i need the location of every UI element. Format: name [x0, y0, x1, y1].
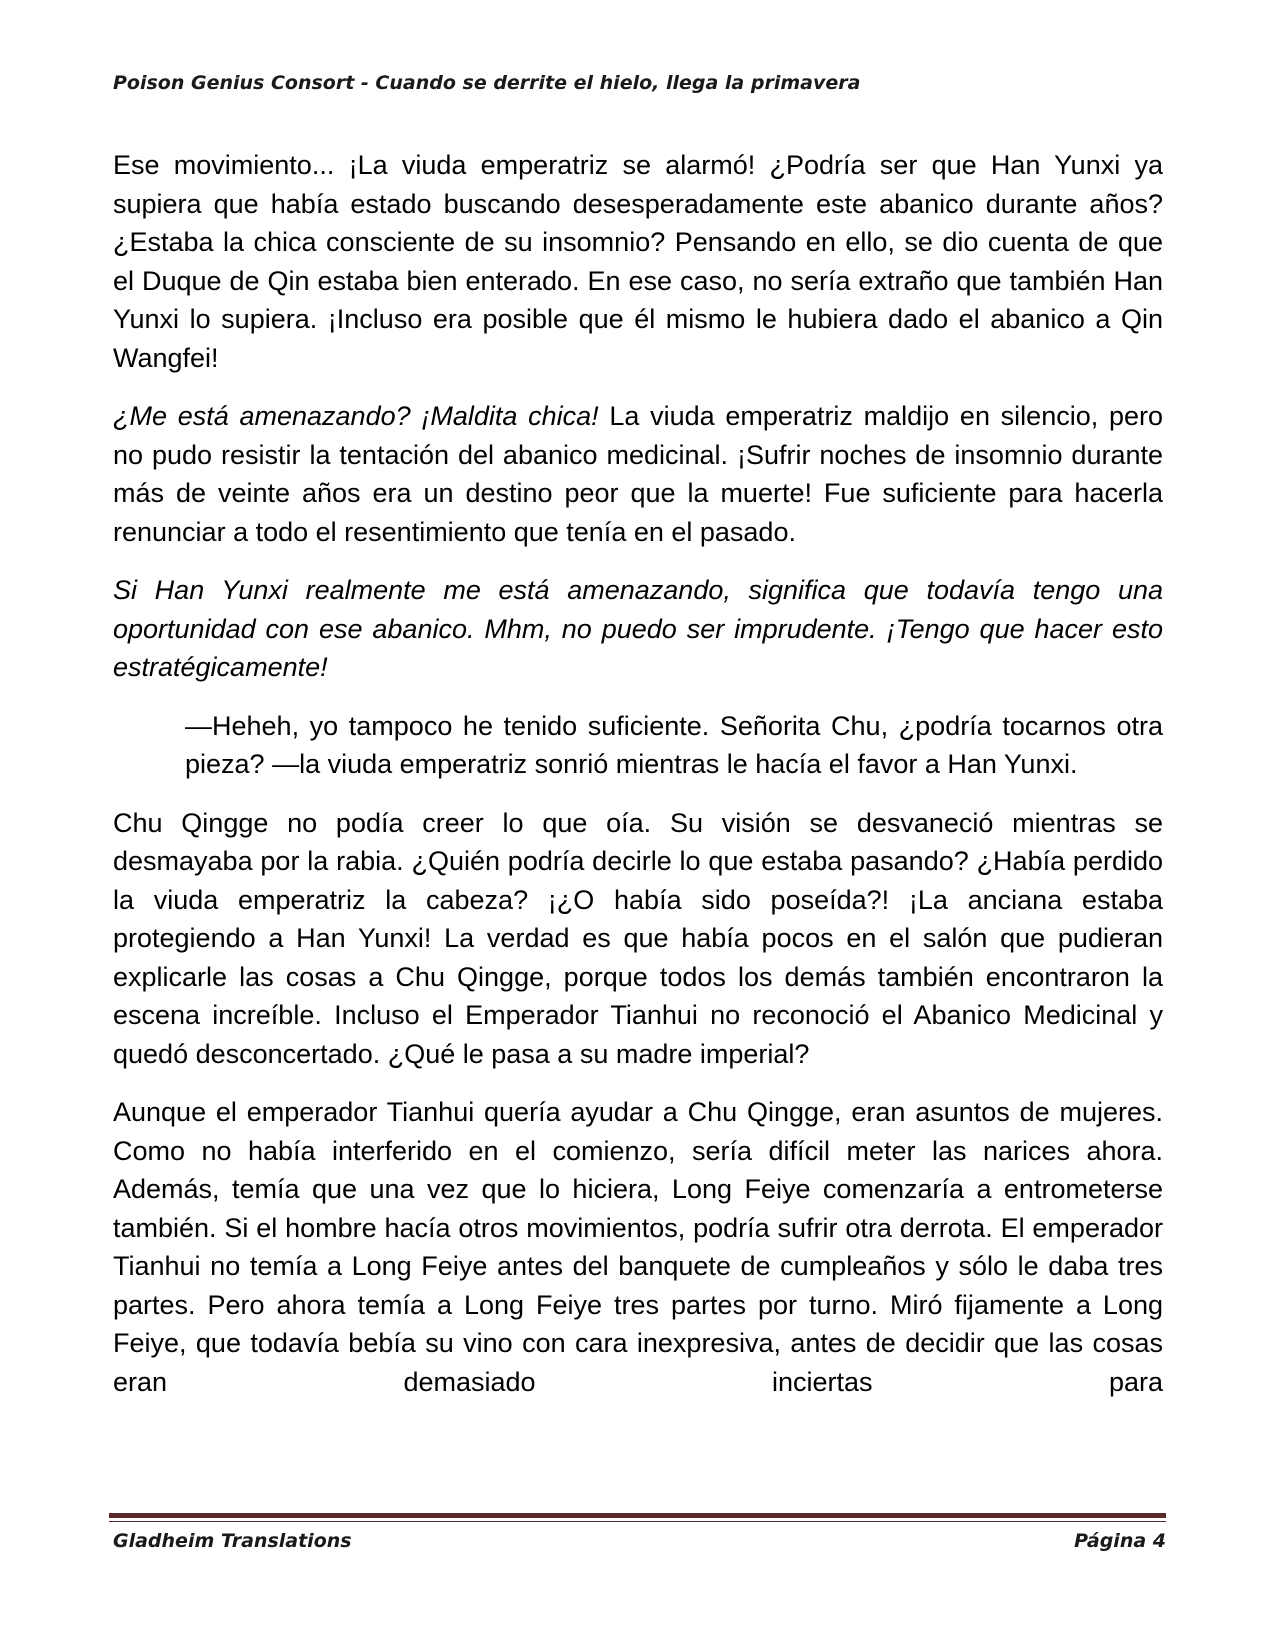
paragraph-4-dialogue: —Heheh, yo tampoco he tenido suficiente. Señorita Chu, ¿podría tocarnos otra pieza? —la viuda emperatriz sonrió mientras le hacía el favor a Han Yunxi. — [185, 710, 1163, 779]
paragraph-5: Chu Qingge no podía creer lo que oía. Su visión se desvaneció mientras se desmayaba por la rabia. ¿Quién podría decirle lo que estaba pasando? ¿Había perdido la viuda emperatriz la cabeza? ¡¿O había sido poseída?! ¡La anciana estaba protegiendo a Han Yunxi! La verdad es que había pocos en el salón que pudieran explicarle las cosas a Chu Qingge, porque todos los demás también encontraron la escena increíble. Incluso el Emperador Tianhui no reconoció el Abanico Medicinal y quedó desconcertado. ¿Qué le pasa a su madre imperial? — [113, 807, 1163, 1069]
document-body — [113, 146, 1163, 1401]
paragraph-2-thought: ¿Me está amenazando? ¡Maldita chica! — [113, 401, 599, 431]
page-header: Poison Genius Consort - Cuando se derrite el hielo, llega la primavera — [113, 72, 861, 94]
paragraph-2-narration: La viuda emperatriz maldijo en silencio, pero no pudo resistir la tentación del abanico medicinal. ¡Sufrir noches de insomnio durante más de veinte años era un destino peor que la muerte! Fue suficiente para hacerla renunciar a todo el resentimiento que tenía en el pasado. — [113, 401, 1163, 547]
paragraph-3-thought: Si Han Yunxi realmente me está amenazando, significa que todavía tengo una oportunidad con ese abanico. Mhm, no puedo ser imprudente. ¡Tengo que hacer esto estratégicamente! — [113, 575, 1163, 682]
footer-publisher: Gladheim Translations — [113, 1530, 352, 1552]
footer-page-number: Página 4 — [1074, 1530, 1166, 1552]
paragraph-6: Aunque el emperador Tianhui quería ayudar a Chu Qingge, eran asuntos de mujeres. Como no había interferido en el comienzo, sería difícil meter las narices ahora. Además, temía que una vez que lo hiciera, Long Feiye comenzaría a entrometerse también. Si el hombre hacía otros movimientos, podría sufrir otra derrota. El emperador Tianhui no temía a Long Feiye antes del banquete de cumpleaños y sólo le daba tres partes. Pero ahora temía a Long Feiye tres partes por turno. Miró fijamente a Long Feiye, que todavía bebía su vino con cara inexpresiva, antes de decidir que las cosas eran demasiado inciertas para — [113, 1097, 1163, 1397]
footer-rule — [109, 1513, 1166, 1518]
paragraph-2 — [113, 397, 1163, 551]
paragraph-1: Ese movimiento... ¡La viuda emperatriz se alarmó! ¿Podría ser que Han Yunxi ya supiera que había estado buscando desesperadamente este abanico durante años? ¿Estaba la chica consciente de su insomnio? Pensando en ello, se dio cuenta de que el Duque de Qin estaba bien enterado. En ese caso, no sería extraño que también Han Yunxi lo supiera. ¡Incluso era posible que él mismo le hubiera dado el abanico a Qin Wangfei! — [113, 150, 1163, 373]
footer-rule-thin — [109, 1521, 1166, 1522]
